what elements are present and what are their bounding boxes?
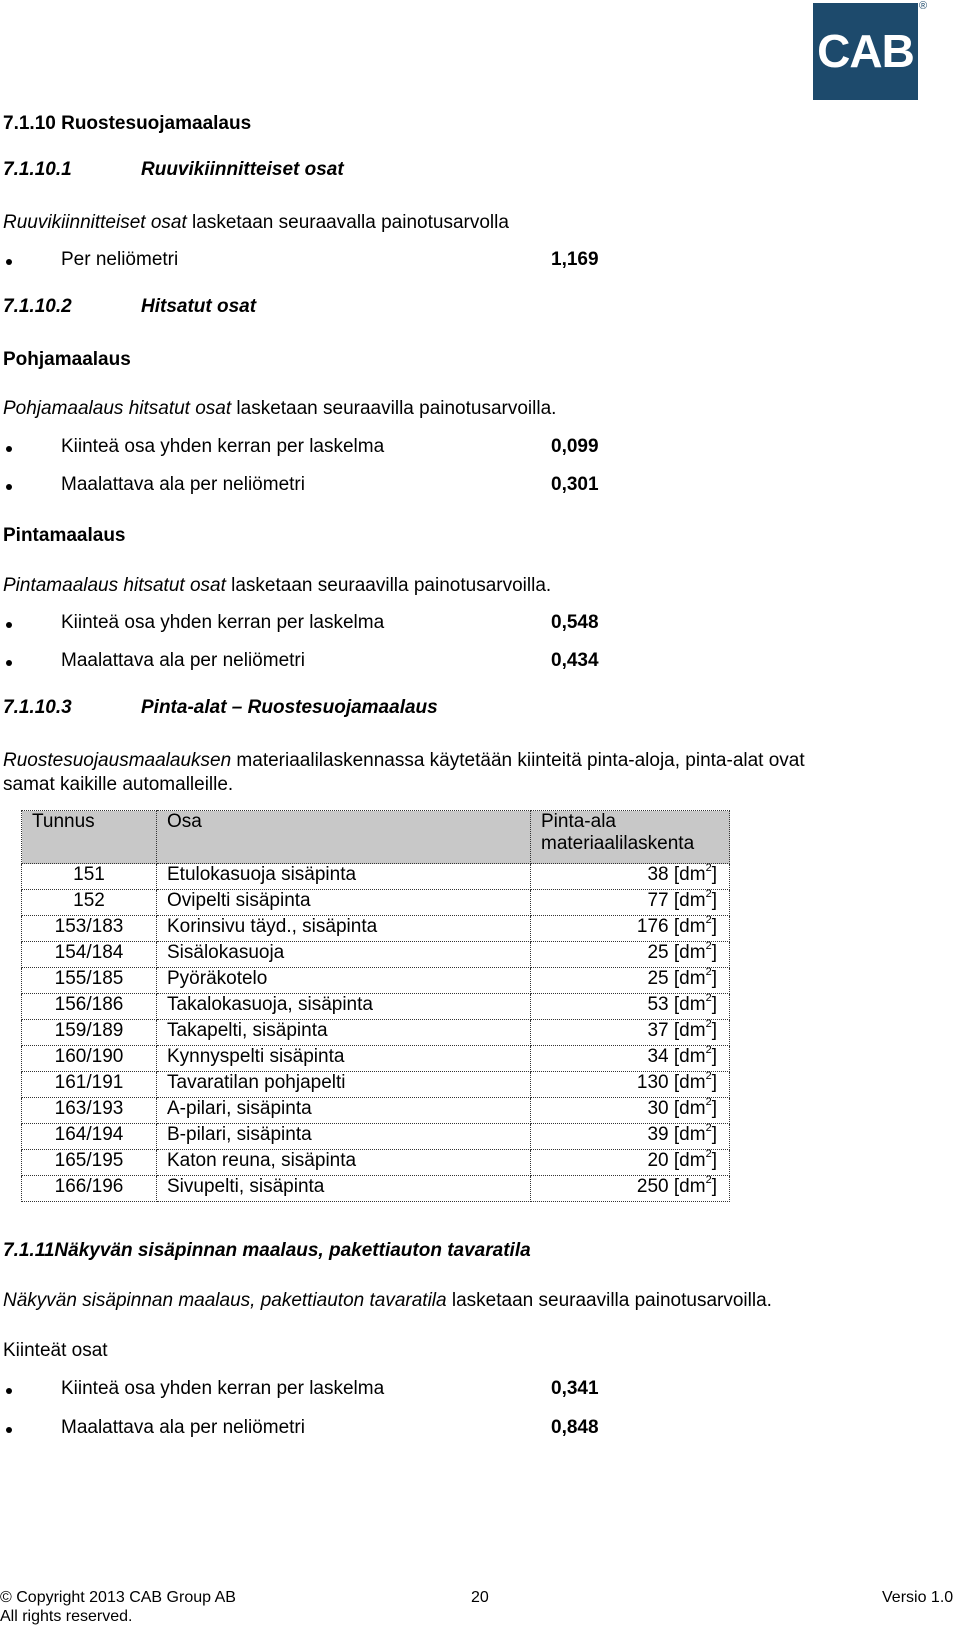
- unit-prefix: [dm: [673, 916, 706, 937]
- unit-prefix: [dm: [673, 1176, 706, 1197]
- unit-suffix: ]: [711, 1072, 717, 1093]
- cell-tunnus: 163/193: [22, 1098, 157, 1124]
- unit-superscript: 2: [705, 1017, 712, 1030]
- cell-tunnus: 165/195: [22, 1150, 157, 1176]
- bullet-icon: [6, 1427, 12, 1433]
- cell-osa: Takalokasuoja, sisäpinta: [157, 994, 531, 1020]
- unit-superscript: 2: [705, 1069, 712, 1082]
- cell-tunnus: 164/194: [22, 1124, 157, 1150]
- intro-rest: lasketaan seuraavilla painotusarvoilla.: [231, 398, 557, 419]
- unit-suffix: ]: [711, 1020, 717, 1041]
- bullet-label: Maalattava ala per neliömetri: [61, 474, 305, 495]
- section-7-1-10-1-number: 7.1.10.1: [3, 159, 72, 180]
- cell-tunnus: 156/186: [22, 994, 157, 1020]
- cell-osa: Tavaratilan pohjapelti: [157, 1072, 531, 1098]
- cell-osa: Ovipelti sisäpinta: [157, 890, 531, 916]
- table-row: [22, 942, 730, 968]
- cell-tunnus: 152: [22, 890, 157, 916]
- bullet-label: Kiinteä osa yhden kerran per laskelma: [61, 436, 385, 457]
- area-value: 25: [647, 968, 669, 989]
- bullet-label: Maalattava ala per neliömetri: [61, 650, 305, 671]
- unit-suffix: ]: [711, 890, 717, 911]
- cell-pinta-ala: [531, 939, 730, 968]
- cell-pinta-ala: [531, 1069, 730, 1098]
- cell-pinta-ala: [531, 1147, 730, 1176]
- table-header-row: [22, 811, 730, 864]
- unit-superscript: 2: [705, 965, 712, 978]
- cell-pinta-ala: [531, 1017, 730, 1046]
- bullet-label: Maalattava ala per neliömetri: [61, 1417, 305, 1438]
- area-value: 250: [636, 1176, 669, 1197]
- bullet-value: 0,434: [551, 650, 599, 671]
- unit-prefix: [dm: [673, 1072, 706, 1093]
- cell-pinta-ala: [531, 861, 730, 890]
- section-7-1-10-3-intro-line2: samat kaikille automalleille.: [3, 774, 234, 795]
- section-7-1-10-2-title: Hitsatut osat: [141, 296, 257, 317]
- table-row: [22, 1020, 730, 1046]
- header-tunnus: Tunnus: [22, 811, 157, 864]
- intro-italic: Ruuvikiinnitteiset osat: [3, 212, 187, 233]
- cell-osa: Korinsivu täyd., sisäpinta: [157, 916, 531, 942]
- cell-pinta-ala: [531, 1095, 730, 1124]
- unit-prefix: [dm: [673, 1020, 706, 1041]
- cell-osa: Sivupelti, sisäpinta: [157, 1176, 531, 1202]
- unit-suffix: ]: [711, 1150, 717, 1171]
- cell-tunnus: 155/185: [22, 968, 157, 994]
- area-value: 77: [647, 890, 669, 911]
- cell-osa: Takapelti, sisäpinta: [157, 1020, 531, 1046]
- unit-superscript: 2: [705, 887, 712, 900]
- intro-rest: lasketaan seuraavilla painotusarvoilla.: [225, 575, 552, 596]
- area-value: 39: [647, 1124, 669, 1145]
- unit-prefix: [dm: [673, 890, 706, 911]
- unit-suffix: ]: [711, 942, 717, 963]
- bullet-value: 0,548: [551, 612, 599, 633]
- bullet-icon: [6, 484, 12, 490]
- unit-prefix: [dm: [673, 1150, 706, 1171]
- cell-osa: Sisälokasuoja: [157, 942, 531, 968]
- table-row: [22, 890, 730, 916]
- unit-superscript: 2: [705, 1147, 712, 1160]
- section-number: 7.1.11: [3, 1240, 55, 1261]
- section-7-1-11-heading: [3, 1240, 531, 1262]
- unit-prefix: [dm: [673, 968, 706, 989]
- cell-pinta-ala: [531, 1043, 730, 1072]
- section-7-1-10-1-intro: [3, 212, 509, 234]
- pohjamaalaus-intro: [3, 398, 556, 420]
- intro-rest: lasketaan seuraavilla painotusarvoilla.: [446, 1290, 772, 1311]
- bullet-label: Kiinteä osa yhden kerran per laskelma: [61, 612, 385, 633]
- surface-area-table: [21, 810, 730, 1202]
- cell-tunnus: 161/191: [22, 1072, 157, 1098]
- cell-osa: Katon reuna, sisäpinta: [157, 1150, 531, 1176]
- cell-pinta-ala: [531, 1173, 730, 1202]
- area-value: 176: [636, 916, 669, 937]
- table-row: [22, 994, 730, 1020]
- bullet-value: 0,301: [551, 474, 599, 495]
- unit-prefix: [dm: [673, 1046, 706, 1067]
- section-7-1-10-2-number: 7.1.10.2: [3, 296, 72, 317]
- header-pinta-ala: [531, 811, 730, 864]
- cell-osa: Etulokasuoja sisäpinta: [157, 864, 531, 890]
- section-7-1-10-3-number: 7.1.10.3: [3, 697, 72, 718]
- unit-prefix: [dm: [673, 864, 706, 885]
- table-row: [22, 864, 730, 890]
- footer-version: Versio 1.0: [882, 1589, 954, 1606]
- table-row: [22, 1098, 730, 1124]
- area-value: 38: [647, 864, 669, 885]
- unit-superscript: 2: [705, 1121, 712, 1134]
- kiinteat-osat-subheading: Kiinteät osat: [3, 1340, 108, 1361]
- bullet-value: 0,341: [551, 1378, 599, 1399]
- unit-superscript: 2: [705, 861, 712, 874]
- unit-superscript: 2: [705, 939, 712, 952]
- bullet-label: Per neliömetri: [61, 249, 179, 270]
- cell-tunnus: 166/196: [22, 1176, 157, 1202]
- cell-osa: Pyöräkotelo: [157, 968, 531, 994]
- bullet-icon: [6, 446, 12, 452]
- pintamaalaus-heading: Pintamaalaus: [3, 525, 126, 546]
- section-7-1-11-intro: [3, 1290, 772, 1312]
- intro-rest: lasketaan seuraavalla painotusarvolla: [186, 212, 509, 233]
- section-title: Näkyvän sisäpinnan maalaus, pakettiauton tavaratila: [54, 1240, 531, 1261]
- unit-suffix: ]: [711, 916, 717, 937]
- unit-superscript: 2: [705, 913, 712, 926]
- unit-suffix: ]: [711, 968, 717, 989]
- bullet-value: 0,848: [551, 1417, 599, 1438]
- unit-suffix: ]: [711, 994, 717, 1015]
- unit-prefix: [dm: [673, 1098, 706, 1119]
- cab-logo: [813, 3, 918, 100]
- header-pinta-ala-line1: Pinta-ala: [541, 811, 616, 832]
- area-value: 25: [647, 942, 669, 963]
- section-7-1-10-heading: [3, 113, 251, 135]
- footer-rights: All rights reserved.: [0, 1608, 133, 1625]
- table-row: [22, 1124, 730, 1150]
- area-value: 130: [636, 1072, 669, 1093]
- unit-suffix: ]: [711, 1124, 717, 1145]
- bullet-icon: [6, 660, 12, 666]
- area-value: 53: [647, 994, 669, 1015]
- cell-tunnus: 153/183: [22, 916, 157, 942]
- area-value: 37: [647, 1020, 669, 1041]
- cell-tunnus: 151: [22, 864, 157, 890]
- header-pinta-ala-line2: materiaalilaskenta: [541, 833, 695, 854]
- section-7-1-10-1-title: Ruuvikiinnitteiset osat: [141, 159, 344, 180]
- section-7-1-10-3-intro: [3, 750, 805, 772]
- cell-pinta-ala: [531, 991, 730, 1020]
- table-row: [22, 1046, 730, 1072]
- intro-italic: Ruostesuojausmaalauksen: [3, 750, 232, 771]
- registered-mark: ®: [919, 0, 928, 12]
- cell-pinta-ala: [531, 887, 730, 916]
- unit-prefix: [dm: [673, 1124, 706, 1145]
- cell-tunnus: 160/190: [22, 1046, 157, 1072]
- bullet-value: 0,099: [551, 436, 599, 457]
- table-row: [22, 916, 730, 942]
- header-osa: Osa: [157, 811, 531, 864]
- bullet-value: 1,169: [551, 249, 599, 270]
- table-row: [22, 1150, 730, 1176]
- area-value: 34: [647, 1046, 669, 1067]
- cell-osa: A-pilari, sisäpinta: [157, 1098, 531, 1124]
- footer-copyright: © Copyright 2013 CAB Group AB: [0, 1589, 236, 1606]
- area-value: 30: [647, 1098, 669, 1119]
- table-row: [22, 1176, 730, 1202]
- cell-tunnus: 159/189: [22, 1020, 157, 1046]
- table-row: [22, 968, 730, 994]
- cell-pinta-ala: [531, 913, 730, 942]
- unit-superscript: 2: [705, 1043, 712, 1056]
- unit-suffix: ]: [711, 864, 717, 885]
- unit-suffix: ]: [711, 1176, 717, 1197]
- pintamaalaus-intro: [3, 575, 551, 597]
- unit-suffix: ]: [711, 1046, 717, 1067]
- area-value: 20: [647, 1150, 669, 1171]
- unit-superscript: 2: [705, 1095, 712, 1108]
- unit-superscript: 2: [705, 991, 712, 1004]
- bullet-icon: [6, 1388, 12, 1394]
- logo-text: CAB: [817, 25, 914, 77]
- unit-prefix: [dm: [673, 942, 706, 963]
- table-row: [22, 1072, 730, 1098]
- intro-italic: Pintamaalaus hitsatut osat: [3, 575, 226, 596]
- intro-italic: Pohjamaalaus hitsatut osat: [3, 398, 232, 419]
- intro-rest: materiaalilaskennassa käytetään kiinteitä pinta-aloja, pinta-alat ovat: [231, 750, 805, 771]
- unit-superscript: 2: [705, 1173, 712, 1186]
- cell-tunnus: 154/184: [22, 942, 157, 968]
- section-7-1-10-3-title: Pinta-alat – Ruostesuojamaalaus: [141, 697, 438, 718]
- bullet-label: Kiinteä osa yhden kerran per laskelma: [61, 1378, 385, 1399]
- intro-italic: Näkyvän sisäpinnan maalaus, pakettiauton tavaratila: [3, 1290, 447, 1311]
- bullet-icon: [6, 622, 12, 628]
- cell-osa: Kynnyspelti sisäpinta: [157, 1046, 531, 1072]
- unit-prefix: [dm: [673, 994, 706, 1015]
- cell-osa: B-pilari, sisäpinta: [157, 1124, 531, 1150]
- section-title: Ruostesuojamaalaus: [61, 113, 252, 134]
- cell-pinta-ala: [531, 1121, 730, 1150]
- footer-page-number: 20: [471, 1589, 489, 1606]
- bullet-icon: [6, 259, 12, 265]
- section-number: 7.1.10: [3, 113, 56, 134]
- unit-suffix: ]: [711, 1098, 717, 1119]
- pohjamaalaus-heading: Pohjamaalaus: [3, 349, 131, 370]
- cell-pinta-ala: [531, 965, 730, 994]
